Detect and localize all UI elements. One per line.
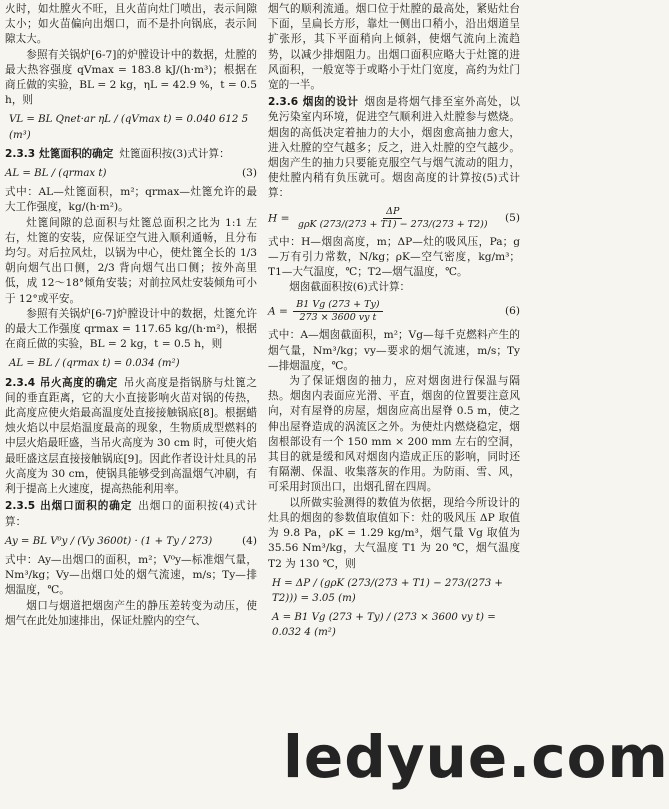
section-title: 灶篦面积的确定 [39, 147, 114, 160]
equation-text: VL = BL Qnet·ar ηL / (qVmax t) = 0.040 612 5 (m³) [9, 114, 249, 141]
section-heading-2-3-5 [5, 499, 257, 529]
section-heading-2-3-6 [268, 95, 520, 201]
section-title: 出烟口面积的确定 [39, 500, 133, 513]
section-number: 2.3.5 [5, 500, 36, 513]
paragraph: 式中：AL—灶篦面积，m²；qrmax—灶篦允许的最大工作强度，kg/(h·m²)。 [5, 186, 257, 214]
equation-6 [268, 299, 520, 324]
fraction [295, 206, 491, 231]
equation-number: (3) [241, 167, 257, 180]
section-title: 吊火高度的确定 [39, 376, 118, 389]
right-column [268, 2, 520, 645]
numerator: B1 Vg (273 + Ty) [293, 299, 382, 312]
paragraph: 烟气的顺利流通。烟口位于灶膛的最高处，紧贴灶台下面，呈扁长方形，靠灶一侧出口稍小，沿出烟道呈扩张形，其下平面稍向上倾斜，使烟气流向上流趋势，以减少排烟阻力。出烟口面积应略大于灶篦的进风面积，一般宽等于或略小于灶门宽度，高约为灶门宽的一半。 [268, 3, 520, 92]
equation [5, 112, 257, 142]
equation-number: (4) [241, 534, 257, 547]
denominator: 273 × 3600 vy t [299, 312, 377, 324]
left-column [5, 2, 257, 629]
equation-text: H = ΔP / (gρK (273/(273 + T1) − 273/(273 + T2))) = 3.05 (m) [272, 577, 503, 604]
watermark-logo: ledyue.com [283, 723, 669, 791]
paragraph: 式中：H—烟囱高度，m；ΔP—灶的吸风压，Pa；g—万有引力常数，N/kg；ρK—空气密度，kg/m³；T1—大气温度，℃；T2—烟气温度，℃。 [268, 235, 520, 279]
fraction [293, 299, 382, 324]
section-heading-2-3-4 [5, 376, 257, 498]
paragraph: 烟囱截面积按(6)式计算： [289, 281, 411, 294]
equation [268, 610, 520, 640]
paragraph: 式中：A—烟囱截面积，m²；Vg—每千克燃料产生的烟气量，Nm³/kg；vy—要求的烟气流速，m/s；Ty—排烟温度，℃。 [268, 329, 520, 372]
paragraph: 参照有关锅炉[6-7]的炉膛设计中的数据，灶膛的最大热容强度 qVmax = 183.8 kJ/(h·m³)；根据在商丘做的实验，BL = 2 kg，ηL = 42.9 %，t = 0.5 h，则 [5, 48, 257, 107]
section-number: 2.3.6 [268, 96, 299, 109]
equation [268, 576, 520, 606]
equation-number: (5) [504, 211, 520, 224]
section-text: 灶篦面积按(3)式计算： [119, 147, 230, 160]
paragraph: 为了保证烟囱的抽力，应对烟囱进行保温与隔热。烟囱内表面应光滑、平直，烟囱的位置要注意风向，对有屋脊的房屋，烟囱应高出屋脊 0.5 m，使之伸出屋脊造成的涡流区之外。为使灶内燃烧稳定，烟囱根部设有一个 150 mm × 200 mm 左右的空洞，其目的就是缓和风对烟囱内造成正压的影响，同时还有隔潮、保温、收集落灰的作用。为防雨、雪、风，可采用封顶出口，出烟孔留在四周。 [268, 375, 520, 494]
equation-lhs: H = [268, 212, 290, 225]
equation-text: AL = BL / (qrmax t) = 0.034 (m²) [9, 358, 180, 370]
equation-5 [268, 206, 520, 231]
equation [5, 356, 257, 371]
equation-number: (6) [504, 305, 520, 318]
section-number: 2.3.3 [5, 147, 36, 160]
section-number: 2.3.4 [5, 376, 36, 389]
paragraph: 灶篦间隙的总面积与灶篦总面积之比为 1:1 左右，灶篦的安装，应保证空气进入顺利通畅，且分布均匀。对后拉风灶，以锅为中心，使灶篦全长的 1/3 朝向烟气出口侧，2/3 背向烟气出口侧；按外高里低，成 12～18°倾角安装；对前拉风灶安装倾角可小于 12°或平安。 [5, 216, 257, 305]
numerator: ΔP [383, 206, 402, 219]
section-title: 烟囱的设计 [302, 96, 359, 109]
equation-4 [5, 534, 257, 549]
paragraph: 火时，如灶膛火不旺，且火苗向灶门喷出，表示间隙太小；如火苗偏向出烟口，而不是扑向锅底，表示间隙太大。 [5, 3, 257, 46]
equation-3 [5, 166, 257, 181]
equation-lhs: A = [268, 305, 288, 318]
section-text: 出烟口的面积按(4)式计算： [5, 500, 257, 528]
section-text: 吊火高度是指锅脐与灶篦之间的垂直距离，它的大小直接影响火苗对锅的传热，此高度应使火焰最高温度处直接接触锅底[8]。根据蜡烛火焰以中层焰温度最高的现象，生物质成型燃料的中层火焰最旺盛，当吊火高度为 30 cm 时，可使火焰最旺盛这层直接接触锅底[9]。因此作者设计灶具的吊火高度为 30 cm，使锅具能够受到高温烟气冲刷，有利于提高上火速度，提高热能利用率。 [5, 376, 258, 496]
paragraph: 以所做实验测得的数值为依据，现给今所设计的灶具的烟囱的参数值取值如下：灶的吸风压 ΔP 取值为 9.8 Pa，ρK = 1.29 kg/m³，烟气量 Vg 取值为 35.56 Nm³/kg，大气温度 T1 为 20 ℃，烟气温度 T2 为 130 ℃，则 [268, 496, 520, 570]
paragraph: 烟口与烟道把烟囱产生的静压差转变为动压，使烟气在此处加速排出，保证灶膛内的空气、 [5, 599, 257, 627]
equation-text: A = B1 Vg (273 + Ty) / (273 × 3600 vy t) = 0.032 4 (m²) [272, 612, 496, 639]
equation-text: Ay = BL V⁰y / (Vy 3600t) · (1 + Ty / 273) [5, 535, 213, 547]
denominator: gρK (273/(273 + T1) − 273/(273 + T2)) [297, 218, 488, 230]
section-heading-2-3-3 [5, 147, 257, 162]
paragraph: 式中：Ay—出烟口的面积，m²；V⁰y—标准烟气量，Nm³/kg；Vy—出烟口处的烟气流速，m/s；Ty—排烟温度，℃。 [5, 553, 257, 597]
section-text: 烟囱是将烟气排至室外高处，以免污染室内环境，促进空气顺利进入灶膛参与燃烧。烟囱的高低决定着抽力的大小，烟囱愈高抽力愈大，进入灶膛的空气越多；反之，进入灶膛的空气越少。烟囱产生的抽力只要能克服空气与烟气流动的阻力，使灶膛内稍有负压就可。烟囱高度的计算按(5)式计算： [268, 96, 521, 200]
equation-text: AL = BL / (qrmax t) [5, 168, 107, 180]
paragraph: 参照有关锅炉[6-7]炉膛设计中的数据，灶篦允许的最大工作强度 qrmax = 117.65 kg/(h·m²)，根据在商丘做的实验，BL = 2 kg，t = 0.5 h，则 [5, 307, 257, 351]
